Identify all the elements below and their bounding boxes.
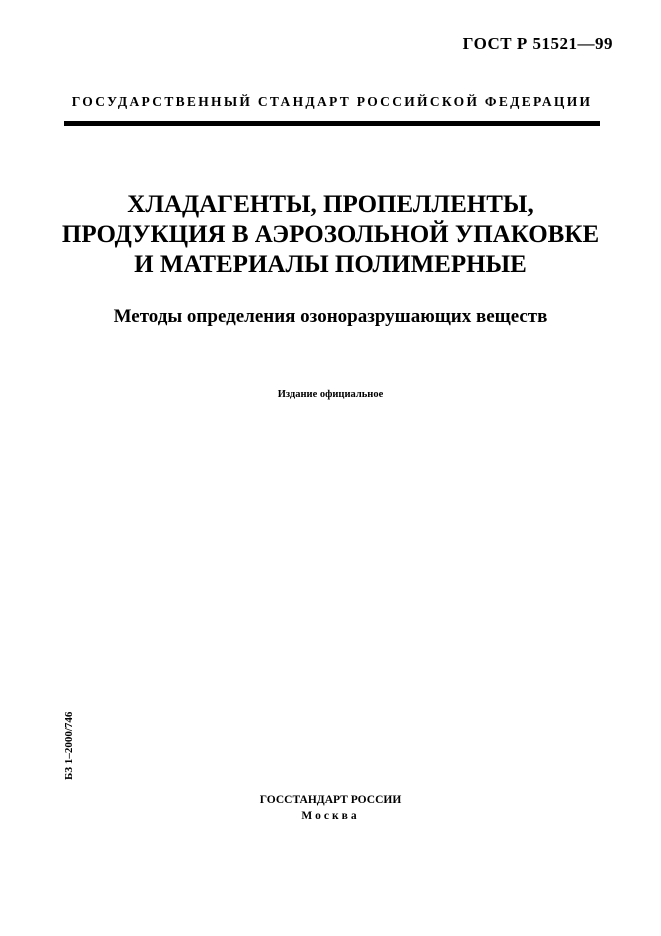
title-line-3: И МАТЕРИАЛЫ ПОЛИМЕРНЫЕ (134, 251, 527, 278)
publisher-block (30, 792, 631, 824)
document-title (30, 190, 631, 280)
title-line-2: ПРОДУКЦИЯ В АЭРОЗОЛЬНОЙ УПАКОВКЕ (61, 221, 600, 248)
standard-header: ГОСУДАРСТВЕННЫЙ СТАНДАРТ РОССИЙСКОЙ ФЕДЕРАЦИИ (71, 94, 593, 109)
header-rule-divider (64, 121, 600, 126)
title-line-1: ХЛАДАГЕНТЫ, ПРОПЕЛЛЕНТЫ, (127, 191, 534, 218)
publisher-name: ГОССТАНДАРТ РОССИИ (259, 794, 402, 806)
publisher-city: Москва (301, 810, 360, 822)
side-catalog-code: БЗ 1–2000/746 (63, 711, 75, 780)
document-subtitle: Методы определения озоноразрушающих веществ (113, 306, 548, 327)
document-code: ГОСТ Р 51521—99 (462, 34, 613, 53)
edition-label: Издание официальное (277, 389, 384, 400)
